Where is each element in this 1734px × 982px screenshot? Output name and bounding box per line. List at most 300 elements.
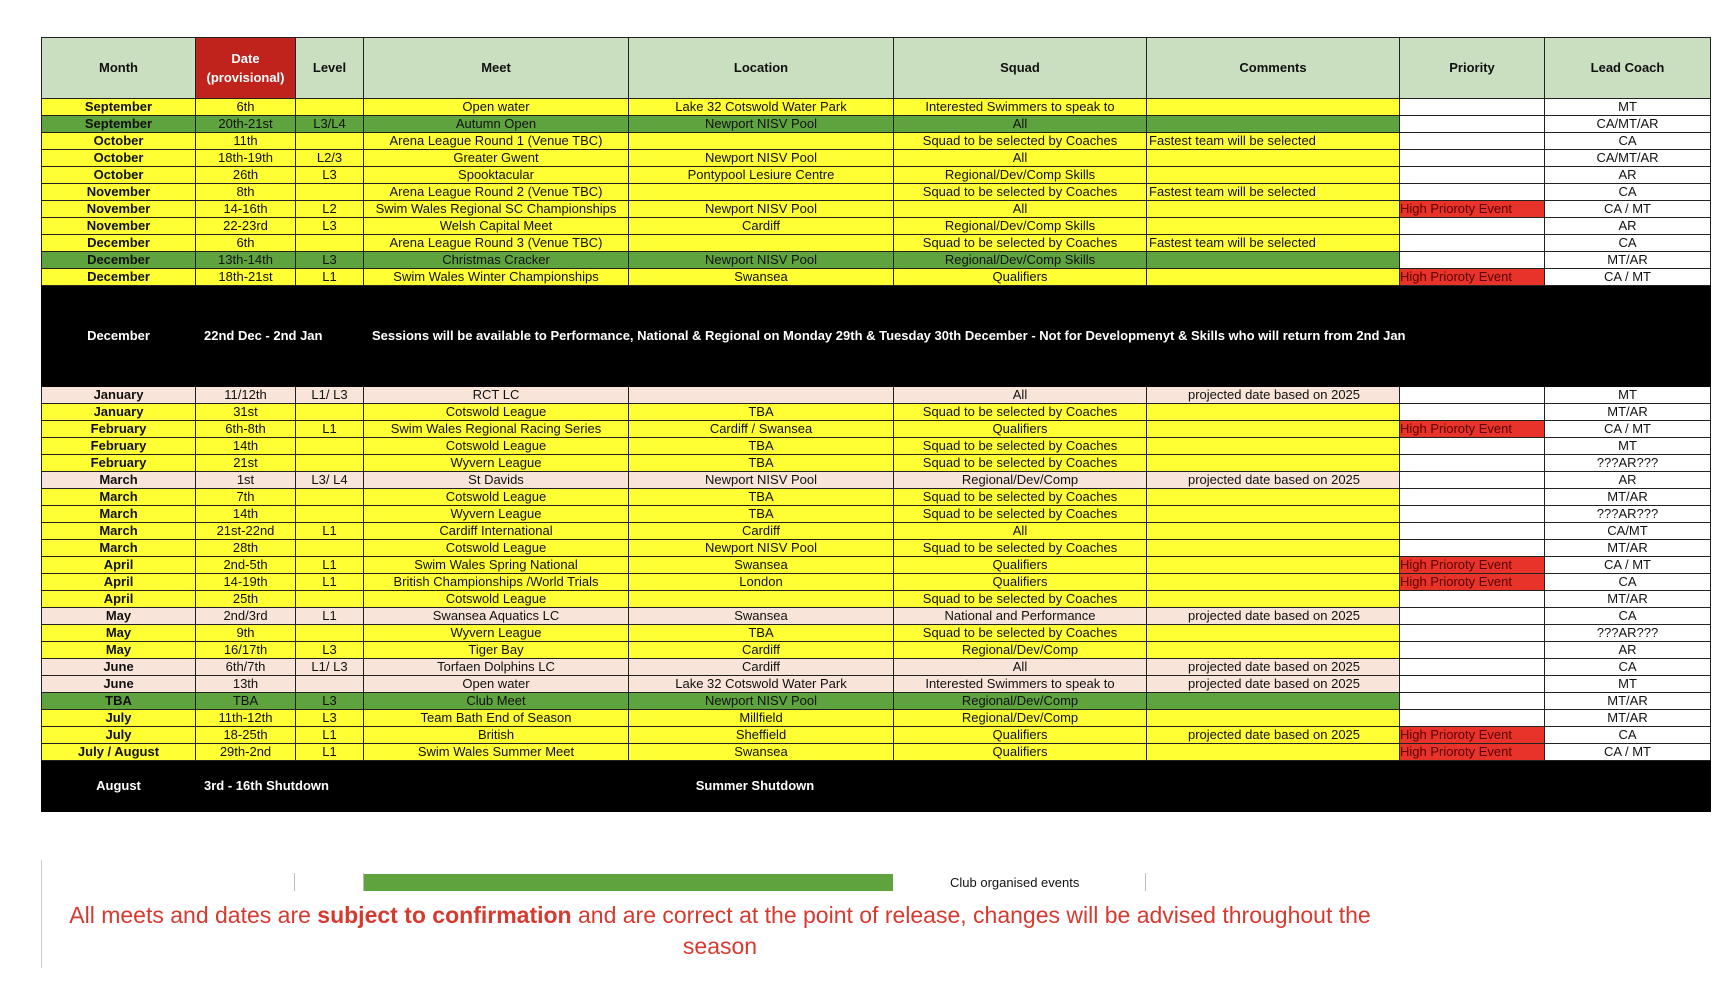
cell-level [296,404,364,421]
cell-month: March [42,489,196,506]
cell-comments [1147,438,1400,455]
cell-date: 18th-19th [196,150,296,167]
break-date: 3rd - 16th Shutdown [196,761,364,812]
cell-meet: Autumn Open [364,116,629,133]
cell-comments [1147,421,1400,438]
cell-squad: Squad to be selected by Coaches [894,540,1147,557]
cell-date: 14th [196,438,296,455]
cell-month: June [42,676,196,693]
cell-month: July [42,727,196,744]
cell-date: 18-25th [196,727,296,744]
cell-meet: British [364,727,629,744]
cell-comments: projected date based on 2025 [1147,608,1400,625]
header-level: Level [296,38,364,99]
cell-squad: Regional/Dev/Comp Skills [894,252,1147,269]
cell-location [629,387,894,404]
cell-comments [1147,167,1400,184]
cell-month: July / August [42,744,196,761]
cell-comments [1147,201,1400,218]
cell-squad: Squad to be selected by Coaches [894,506,1147,523]
disclaimer-text-2: and are correct at the point of release, changes will be advised throughout the season [571,902,1371,959]
cell-month: December [42,235,196,252]
cell-date: TBA [196,693,296,710]
cell-location: Cardiff [629,218,894,235]
cell-priority [1400,676,1545,693]
summer-shutdown [42,761,1711,812]
table-row [42,523,1711,540]
cell-level [296,184,364,201]
cell-comments [1147,150,1400,167]
cell-month: October [42,167,196,184]
table-row [42,489,1711,506]
table-row [42,438,1711,455]
table-row [42,727,1711,744]
cell-level: L1 [296,421,364,438]
cell-level [296,625,364,642]
cell-date: 11/12th [196,387,296,404]
cell-level: L1 [296,574,364,591]
cell-meet: Swansea Aquatics LC [364,608,629,625]
table-row [42,574,1711,591]
table-row [42,387,1711,404]
cell-location: Newport NISV Pool [629,252,894,269]
cell-location: TBA [629,404,894,421]
cell-lead-coach: CA [1545,608,1711,625]
cell-meet: Greater Gwent [364,150,629,167]
cell-level: L3/L4 [296,116,364,133]
cell-priority [1400,710,1545,727]
cell-meet: Spooktacular [364,167,629,184]
cell-date: 14-19th [196,574,296,591]
cell-level [296,455,364,472]
cell-lead-coach: CA/MT/AR [1545,116,1711,133]
cell-squad: Qualifiers [894,727,1147,744]
cell-comments [1147,744,1400,761]
cell-level [296,489,364,506]
cell-comments [1147,218,1400,235]
cell-location: Swansea [629,608,894,625]
cell-lead-coach: MT [1545,99,1711,116]
cell-location: Lake 32 Cotswold Water Park [629,676,894,693]
cell-priority: High Prioroty Event [1400,574,1545,591]
cell-lead-coach: MT/AR [1545,252,1711,269]
cell-meet: Cotswold League [364,438,629,455]
cell-squad: Regional/Dev/Comp Skills [894,218,1147,235]
cell-month: February [42,455,196,472]
cell-lead-coach: CA / MT [1545,201,1711,218]
cell-month: April [42,591,196,608]
cell-meet: Cotswold League [364,591,629,608]
cell-month: February [42,421,196,438]
cell-meet: Club Meet [364,693,629,710]
cell-squad: Regional/Dev/Comp [894,642,1147,659]
legend [0,873,1734,893]
cell-priority: High Prioroty Event [1400,201,1545,218]
break-month: December [42,286,196,387]
cell-location: Newport NISV Pool [629,201,894,218]
cell-level: L3 [296,710,364,727]
cell-month: November [42,184,196,201]
cell-level: L1 [296,523,364,540]
cell-squad: Qualifiers [894,574,1147,591]
cell-priority [1400,252,1545,269]
cell-meet: Swim Wales Regional Racing Series [364,421,629,438]
legend-divider [1145,873,1146,891]
cell-squad: Squad to be selected by Coaches [894,184,1147,201]
cell-priority [1400,489,1545,506]
cell-month: June [42,659,196,676]
table-row [42,710,1711,727]
cell-location: Sheffield [629,727,894,744]
cell-location [629,591,894,608]
cell-level: L3/ L4 [296,472,364,489]
cell-month: May [42,625,196,642]
cell-squad: National and Performance [894,608,1147,625]
cell-month: September [42,116,196,133]
cell-location: Cardiff [629,659,894,676]
cell-location: Pontypool Lesiure Centre [629,167,894,184]
cell-priority [1400,608,1545,625]
christmas-break [42,286,1711,387]
cell-squad: Squad to be selected by Coaches [894,591,1147,608]
cell-comments: Fastest team will be selected [1147,133,1400,150]
cell-comments: Fastest team will be selected [1147,184,1400,201]
cell-month: February [42,438,196,455]
cell-squad: All [894,523,1147,540]
cell-meet: Torfaen Dolphins LC [364,659,629,676]
cell-priority [1400,99,1545,116]
cell-comments [1147,99,1400,116]
table-row [42,591,1711,608]
cell-location: Newport NISV Pool [629,472,894,489]
cell-lead-coach: MT/AR [1545,540,1711,557]
cell-month: November [42,218,196,235]
cell-meet: RCT LC [364,387,629,404]
cell-meet: Team Bath End of Season [364,710,629,727]
break-date: 22nd Dec - 2nd Jan [196,286,364,387]
break-note: Summer Shutdown [364,761,1147,812]
cell-meet: Christmas Cracker [364,252,629,269]
cell-level [296,506,364,523]
cell-date: 21st-22nd [196,523,296,540]
cell-squad: Regional/Dev/Comp [894,472,1147,489]
cell-location: Lake 32 Cotswold Water Park [629,99,894,116]
cell-comments [1147,489,1400,506]
cell-location: Millfield [629,710,894,727]
cell-level: L3 [296,218,364,235]
cell-priority [1400,133,1545,150]
cell-squad: Qualifiers [894,421,1147,438]
cell-level: L3 [296,252,364,269]
cell-month: May [42,642,196,659]
cell-month: March [42,472,196,489]
table-row [42,184,1711,201]
cell-date: 16/17th [196,642,296,659]
cell-location: TBA [629,455,894,472]
cell-meet: Wyvern League [364,625,629,642]
cell-lead-coach: MT/AR [1545,693,1711,710]
cell-priority [1400,387,1545,404]
cell-lead-coach: CA/MT [1545,523,1711,540]
table-row [42,404,1711,421]
cell-location: Newport NISV Pool [629,116,894,133]
cell-month: October [42,133,196,150]
cell-date: 29th-2nd [196,744,296,761]
cell-level [296,591,364,608]
cell-priority [1400,167,1545,184]
cell-date: 22-23rd [196,218,296,235]
cell-comments: projected date based on 2025 [1147,387,1400,404]
cell-level: L1/ L3 [296,659,364,676]
cell-squad: Qualifiers [894,557,1147,574]
cell-level [296,540,364,557]
cell-date: 6th [196,235,296,252]
cell-level: L1 [296,557,364,574]
cell-location: London [629,574,894,591]
cell-priority [1400,693,1545,710]
cell-date: 9th [196,625,296,642]
legend-swatch-club [364,874,893,891]
cell-level [296,235,364,252]
cell-level: L1/ L3 [296,387,364,404]
cell-date: 6th-8th [196,421,296,438]
table-row [42,167,1711,184]
cell-meet: St Davids [364,472,629,489]
cell-meet: Cotswold League [364,404,629,421]
cell-lead-coach: CA / MT [1545,557,1711,574]
cell-date: 31st [196,404,296,421]
cell-comments [1147,540,1400,557]
cell-location: Cardiff [629,523,894,540]
cell-date: 8th [196,184,296,201]
cell-meet: Cotswold League [364,540,629,557]
cell-date: 14th [196,506,296,523]
cell-location: TBA [629,489,894,506]
table-row [42,116,1711,133]
cell-comments: Fastest team will be selected [1147,235,1400,252]
cell-priority [1400,591,1545,608]
cell-level: L3 [296,693,364,710]
cell-lead-coach: MT [1545,387,1711,404]
cell-priority [1400,455,1545,472]
cell-level: L1 [296,744,364,761]
header-location: Location [629,38,894,99]
cell-squad: Qualifiers [894,269,1147,286]
cell-priority: High Prioroty Event [1400,269,1545,286]
cell-date: 11th-12th [196,710,296,727]
table-row [42,642,1711,659]
calendar-table [41,37,1711,812]
cell-squad: Squad to be selected by Coaches [894,235,1147,252]
cell-lead-coach: ???AR??? [1545,506,1711,523]
cell-lead-coach: CA / MT [1545,269,1711,286]
cell-meet: British Championships /World Trials [364,574,629,591]
cell-level: L3 [296,167,364,184]
cell-level [296,438,364,455]
cell-meet: Welsh Capital Meet [364,218,629,235]
table-row [42,421,1711,438]
meet-calendar [41,37,1711,812]
cell-priority [1400,116,1545,133]
table-row [42,133,1711,150]
cell-month: April [42,574,196,591]
cell-location: TBA [629,625,894,642]
cell-priority [1400,472,1545,489]
legend-label: Club organised events [950,875,1080,890]
cell-location [629,184,894,201]
cell-lead-coach: MT/AR [1545,591,1711,608]
table-row [42,218,1711,235]
cell-squad: All [894,659,1147,676]
cell-priority [1400,218,1545,235]
cell-location: TBA [629,506,894,523]
cell-location: Newport NISV Pool [629,150,894,167]
cell-lead-coach: ???AR??? [1545,625,1711,642]
cell-priority [1400,523,1545,540]
cell-squad: Interested Swimmers to speak to [894,99,1147,116]
cell-comments [1147,404,1400,421]
cell-squad: All [894,150,1147,167]
spring-summer-rows [42,387,1711,761]
cell-squad: Squad to be selected by Coaches [894,133,1147,150]
cell-priority [1400,540,1545,557]
cell-lead-coach: CA [1545,235,1711,252]
cell-squad: All [894,387,1147,404]
cell-priority [1400,642,1545,659]
break-note: Sessions will be available to Performance, National & Regional on Monday 29th & Tuesday 30th December - Not for Developmenyt & Skills who will return from 2nd Jan [364,286,1711,387]
cell-comments [1147,557,1400,574]
break-month: August [42,761,196,812]
cell-priority: High Prioroty Event [1400,727,1545,744]
cell-location [629,133,894,150]
cell-location: Swansea [629,557,894,574]
cell-squad: Squad to be selected by Coaches [894,489,1147,506]
cell-meet: Cardiff International [364,523,629,540]
cell-month: TBA [42,693,196,710]
cell-month: December [42,269,196,286]
cell-lead-coach: CA/MT/AR [1545,150,1711,167]
table-row [42,235,1711,252]
cell-lead-coach: CA [1545,659,1711,676]
header-meet: Meet [364,38,629,99]
cell-location: Newport NISV Pool [629,693,894,710]
cell-squad: Qualifiers [894,744,1147,761]
cell-meet: Swim Wales Regional SC Championships [364,201,629,218]
header-month: Month [42,38,196,99]
table-row [42,557,1711,574]
cell-priority [1400,235,1545,252]
table-row [42,744,1711,761]
table-row [42,99,1711,116]
cell-squad: Regional/Dev/Comp Skills [894,167,1147,184]
cell-meet: Cotswold League [364,489,629,506]
cell-month: May [42,608,196,625]
cell-date: 18th-21st [196,269,296,286]
cell-month: October [42,150,196,167]
table-row [42,201,1711,218]
table-row [42,472,1711,489]
cell-priority: High Prioroty Event [1400,421,1545,438]
cell-squad: Regional/Dev/Comp [894,710,1147,727]
autumn-rows [42,99,1711,286]
cell-comments [1147,693,1400,710]
cell-comments: projected date based on 2025 [1147,659,1400,676]
cell-priority [1400,659,1545,676]
cell-priority [1400,625,1545,642]
table-row [42,625,1711,642]
cell-lead-coach: AR [1545,642,1711,659]
cell-location: Cardiff [629,642,894,659]
cell-location: TBA [629,438,894,455]
table-row [42,540,1711,557]
cell-location [629,235,894,252]
cell-level: L2 [296,201,364,218]
break-row-august [42,761,1711,812]
cell-squad: Squad to be selected by Coaches [894,404,1147,421]
cell-date: 11th [196,133,296,150]
cell-comments [1147,523,1400,540]
cell-date: 13th-14th [196,252,296,269]
table-row [42,506,1711,523]
disclaimer [60,900,1380,962]
cell-lead-coach: MT [1545,676,1711,693]
cell-comments [1147,455,1400,472]
cell-date: 7th [196,489,296,506]
cell-date: 2nd-5th [196,557,296,574]
cell-location: Cardiff / Swansea [629,421,894,438]
cell-lead-coach: AR [1545,218,1711,235]
cell-date: 28th [196,540,296,557]
cell-priority [1400,150,1545,167]
cell-month: April [42,557,196,574]
cell-comments [1147,710,1400,727]
cell-meet: Open water [364,676,629,693]
cell-date: 20th-21st [196,116,296,133]
cell-squad: All [894,116,1147,133]
header-squad: Squad [894,38,1147,99]
cell-location: Swansea [629,269,894,286]
cell-meet: Tiger Bay [364,642,629,659]
header-row [42,38,1711,99]
cell-meet: Arena League Round 2 (Venue TBC) [364,184,629,201]
cell-month: March [42,523,196,540]
cell-comments [1147,506,1400,523]
cell-meet: Wyvern League [364,506,629,523]
cell-date: 6th/7th [196,659,296,676]
cell-month: July [42,710,196,727]
cell-lead-coach: CA [1545,184,1711,201]
header-priority: Priority [1400,38,1545,99]
cell-comments [1147,252,1400,269]
cell-month: March [42,506,196,523]
break-row-christmas [42,286,1711,387]
cell-month: January [42,404,196,421]
cell-comments [1147,574,1400,591]
cell-location: Swansea [629,744,894,761]
cell-squad: Regional/Dev/Comp [894,693,1147,710]
cell-lead-coach: AR [1545,472,1711,489]
cell-level: L2/3 [296,150,364,167]
cell-date: 25th [196,591,296,608]
cell-meet: Swim Wales Summer Meet [364,744,629,761]
cell-lead-coach: ???AR??? [1545,455,1711,472]
cell-lead-coach: MT/AR [1545,710,1711,727]
cell-priority: High Prioroty Event [1400,744,1545,761]
cell-lead-coach: MT [1545,438,1711,455]
cell-squad: Squad to be selected by Coaches [894,438,1147,455]
cell-squad: Interested Swimmers to speak to [894,676,1147,693]
cell-comments [1147,269,1400,286]
